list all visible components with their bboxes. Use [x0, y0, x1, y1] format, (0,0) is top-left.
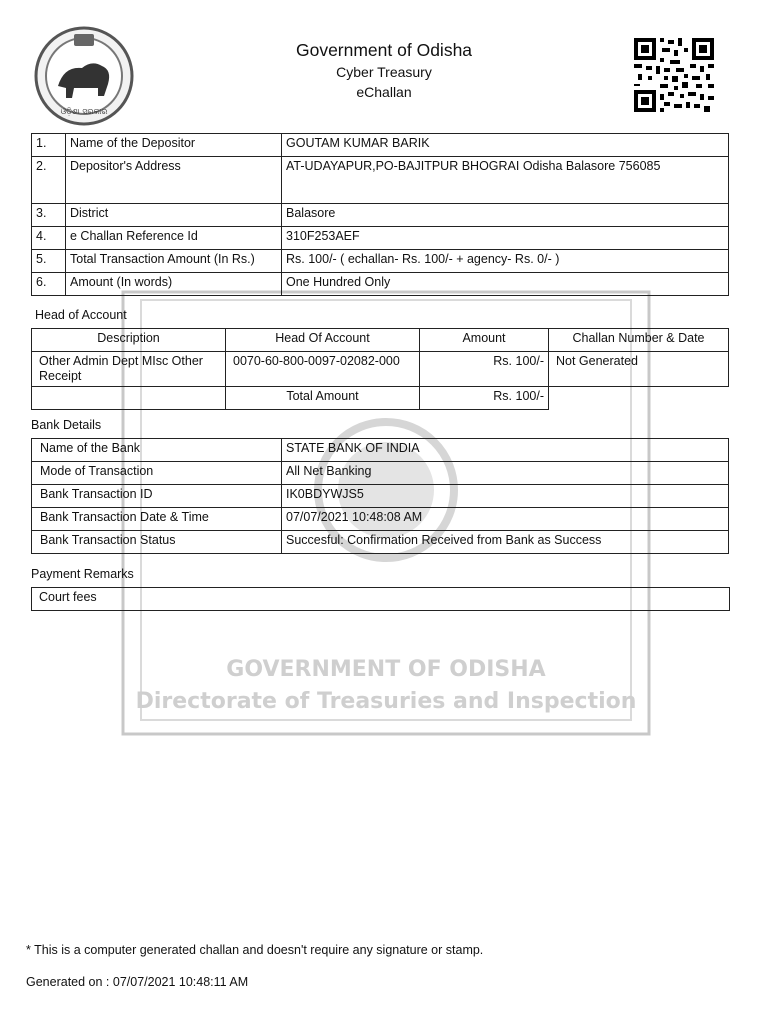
district: Balasore [282, 204, 729, 227]
total-amount-label: Total Amount [226, 387, 420, 410]
table-row [32, 508, 729, 531]
bank-details-label: Bank Details [31, 418, 102, 432]
head-of-account-label: Head of Account [35, 308, 127, 322]
account-description: Other Admin Dept MIsc Other Receipt [32, 352, 226, 387]
account-amount: Rs. 100/- [420, 352, 549, 387]
row-label: Amount (In words) [66, 273, 282, 296]
head-of-account-table [31, 328, 729, 410]
column-header: Description [32, 329, 226, 352]
row-label: Bank Transaction ID [32, 485, 282, 508]
table-row [32, 531, 729, 554]
row-label: Total Transaction Amount (In Rs.) [66, 250, 282, 273]
total-transaction-amount: Rs. 100/- ( echallan- Rs. 100/- + agency- Rs. 0/- ) [282, 250, 729, 273]
depositor-details-table [31, 133, 729, 296]
table-row [32, 485, 729, 508]
amount-in-words: One Hundred Only [282, 273, 729, 296]
bank-transaction-datetime: 07/07/2021 10:48:08 AM [282, 508, 729, 531]
row-label: Bank Transaction Status [32, 531, 282, 554]
total-row [32, 387, 729, 410]
table-row [32, 352, 729, 387]
payment-remarks-label: Payment Remarks [31, 567, 134, 581]
challan-reference-id: 310F253AEF [282, 227, 729, 250]
table-row [32, 588, 730, 611]
column-header: Amount [420, 329, 549, 352]
table-row [32, 273, 729, 296]
watermark-line2: Directorate of Treasuries and Inspection [135, 689, 637, 714]
depositor-address: AT-UDAYAPUR,PO-BAJITPUR BHOGRAI Odisha Balasore 756085 [282, 157, 729, 204]
column-header: Challan Number & Date [549, 329, 729, 352]
qr-code [634, 38, 714, 112]
empty-cell [32, 387, 226, 410]
table-row [32, 227, 729, 250]
depositor-name: GOUTAM KUMAR BARIK [282, 134, 729, 157]
bank-name: STATE BANK OF INDIA [282, 439, 729, 462]
challan-number-date: Not Generated [549, 352, 729, 387]
row-label: Bank Transaction Date & Time [32, 508, 282, 531]
bank-transaction-id: IK0BDYWJS5 [282, 485, 729, 508]
payment-remarks-value: Court fees [32, 588, 730, 611]
row-label: Mode of Transaction [32, 462, 282, 485]
table-row [32, 134, 729, 157]
seal-motto: ଓଡ଼ିଶା ସରକାର [60, 107, 108, 116]
head-of-account-code: 0070-60-800-0097-02082-000 [226, 352, 420, 387]
row-number: 4. [32, 227, 66, 250]
row-number: 1. [32, 134, 66, 157]
row-label: e Challan Reference Id [66, 227, 282, 250]
row-number: 3. [32, 204, 66, 227]
table-row [32, 157, 729, 204]
row-number: 6. [32, 273, 66, 296]
computer-generated-note: * This is a computer generated challan and doesn't require any signature or stamp. [26, 943, 484, 957]
bank-transaction-status: Succesful: Confirmation Received from Bank as Success [282, 531, 729, 554]
table-row [32, 439, 729, 462]
watermark-line1: GOVERNMENT OF ODISHA [226, 657, 546, 682]
row-label: Name of the Depositor [66, 134, 282, 157]
row-label: Name of the Bank [32, 439, 282, 462]
document-type: eChallan [356, 84, 412, 100]
row-number: 5. [32, 250, 66, 273]
row-number: 2. [32, 157, 66, 204]
page-subtitle: Cyber Treasury [336, 64, 432, 80]
generated-timestamp: Generated on : 07/07/2021 10:48:11 AM [26, 975, 249, 989]
table-header-row [32, 329, 729, 352]
row-label: Depositor's Address [66, 157, 282, 204]
table-row [32, 462, 729, 485]
bank-details-table [31, 438, 729, 554]
page-title: Government of Odisha [295, 40, 473, 60]
payment-remarks-table [31, 587, 730, 611]
total-amount-value: Rs. 100/- [420, 387, 549, 410]
transaction-mode: All Net Banking [282, 462, 729, 485]
table-row [32, 204, 729, 227]
table-row [32, 250, 729, 273]
empty-cell [549, 387, 729, 410]
row-label: District [66, 204, 282, 227]
column-header: Head Of Account [226, 329, 420, 352]
